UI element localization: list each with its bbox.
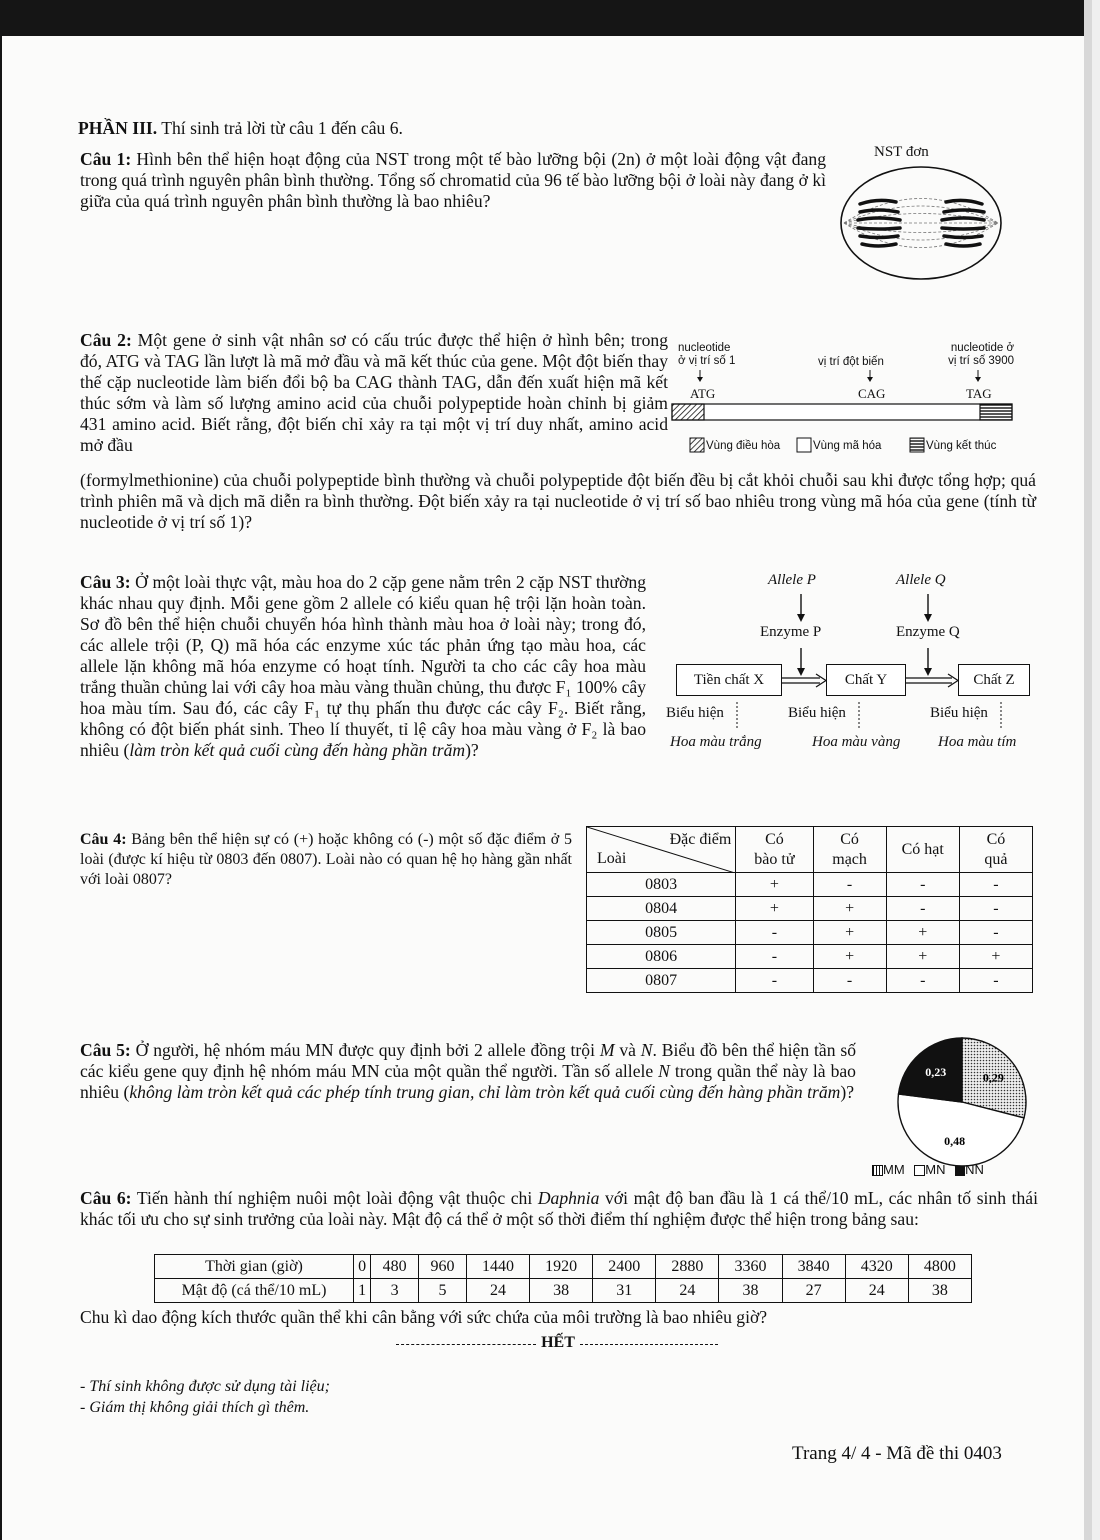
codon-end: TAG bbox=[966, 386, 992, 401]
density-cell: 3 bbox=[371, 1279, 419, 1303]
question-6-question: Chu kì dao động kích thước quần thể khi cân bằng với sức chứa của môi trường là bao nhiêu giờ? bbox=[80, 1307, 768, 1327]
table-row bbox=[155, 1255, 972, 1279]
legend-mm: MM bbox=[883, 1162, 905, 1177]
end-position-label bbox=[938, 342, 1014, 368]
header-spore: Có bào tử bbox=[736, 827, 813, 873]
substance-z-box: Chất Z bbox=[958, 664, 1030, 696]
time-cell: 1920 bbox=[530, 1255, 593, 1279]
part-header-rest: Thí sinh trả lời từ câu 1 đến câu 6. bbox=[157, 118, 403, 138]
expression-label-y: Biểu hiện bbox=[788, 705, 846, 721]
legend-mn: MN bbox=[925, 1162, 946, 1177]
expression-label-x: Biểu hiện bbox=[666, 705, 724, 721]
exam-page bbox=[2, 36, 1084, 1540]
enzyme-q-label: Enzyme Q bbox=[896, 624, 960, 640]
density-cell: 5 bbox=[419, 1279, 467, 1303]
time-cell: 480 bbox=[371, 1255, 419, 1279]
question-4 bbox=[80, 830, 572, 890]
traits-table-corner bbox=[587, 827, 736, 873]
species-cell: 0803 bbox=[587, 873, 736, 897]
density-cell: 31 bbox=[593, 1279, 656, 1303]
density-cell: 38 bbox=[908, 1279, 971, 1303]
time-cell: 4800 bbox=[908, 1255, 971, 1279]
species-cell: 0805 bbox=[587, 921, 736, 945]
note-2: - Giám thị không giải thích gì thêm. bbox=[80, 1399, 310, 1416]
start-position-line2: ở vị trí số 1 bbox=[678, 355, 736, 367]
time-cell: 3360 bbox=[719, 1255, 782, 1279]
page-edge-highlight bbox=[1092, 0, 1100, 1540]
corner-top-label: Đặc điểm bbox=[669, 831, 732, 848]
yellow-flower-label: Hoa màu vàng bbox=[812, 734, 901, 750]
expression-label-z: Biểu hiện bbox=[930, 705, 988, 721]
allele-n-2: N bbox=[658, 1061, 670, 1081]
question-2 bbox=[80, 330, 668, 456]
time-cell: 0 bbox=[354, 1255, 371, 1279]
trait-cell: + bbox=[736, 873, 813, 897]
time-cell: 3840 bbox=[782, 1255, 845, 1279]
table-row bbox=[587, 969, 1033, 993]
question-2-label: Câu 2: bbox=[80, 330, 132, 350]
time-cell: 2880 bbox=[656, 1255, 719, 1279]
question-1 bbox=[80, 149, 826, 212]
time-cell: 960 bbox=[419, 1255, 467, 1279]
question-2-continued: (formylmethionine) của chuỗi polypeptide bình thường và chuỗi polypeptide đột biến đều bị cắt khỏi chuỗi sau khi được tổng hợp; quá trình phiên mã và dịch mã diễn ra bình thường. Đột biến xảy ra tại nucleotide ở vị trí số bao nhiêu trong vùng mã hóa của gene (tính từ nucleotide ở vị trí số 1)? bbox=[80, 470, 1036, 532]
white-flower-label: Hoa màu trắng bbox=[670, 734, 762, 750]
question-5-note: không làm tròn kết quả các phép tính trung gian, chỉ làm tròn kết quả cuối cùng đến hàng phần trăm bbox=[129, 1082, 841, 1102]
part-header bbox=[78, 118, 978, 139]
legend-termination: Vùng kết thúc bbox=[926, 440, 997, 452]
genus-name: Daphnia bbox=[537, 1188, 600, 1208]
trait-cell: - bbox=[959, 969, 1032, 993]
trait-cell: + bbox=[813, 945, 886, 969]
figure-1-label: NST đơn bbox=[874, 144, 929, 160]
question-5-text-pre: Ở người, hệ nhóm máu MN được quy định bởi 2 allele đồng trội bbox=[130, 1040, 600, 1060]
table-row bbox=[587, 897, 1033, 921]
legend-mm-swatch-icon bbox=[872, 1165, 883, 1176]
question-4-label: Câu 4: bbox=[80, 831, 127, 848]
question-5-label: Câu 5: bbox=[80, 1040, 131, 1060]
trait-cell: + bbox=[813, 897, 886, 921]
question-5-tail: )? bbox=[840, 1082, 855, 1102]
corner-bottom-label: Loài bbox=[597, 850, 627, 867]
enzyme-p-label: Enzyme P bbox=[760, 624, 822, 640]
trait-cell: - bbox=[736, 921, 813, 945]
trait-cell: + bbox=[813, 921, 886, 945]
pathway-diagram bbox=[656, 568, 1046, 758]
trait-cell: - bbox=[886, 897, 959, 921]
table-row bbox=[587, 921, 1033, 945]
density-cell: 24 bbox=[466, 1279, 529, 1303]
notes bbox=[80, 1376, 330, 1418]
trait-cell: - bbox=[813, 969, 886, 993]
legend-nn: NN bbox=[965, 1162, 984, 1177]
end-mark: HẾT bbox=[541, 1334, 575, 1351]
pie-label-mm: 0,29 bbox=[982, 1070, 1004, 1085]
species-cell: 0804 bbox=[587, 897, 736, 921]
question-3-note: làm tròn kết quả cuối cùng đến hàng phần trăm bbox=[129, 740, 466, 760]
header-vascular: Có mạch bbox=[813, 827, 886, 873]
legend-regulatory: Vùng điều hòa bbox=[706, 440, 781, 452]
end-dash-right bbox=[580, 1344, 718, 1345]
part-header-bold: PHẦN III. bbox=[78, 118, 158, 138]
density-cell: 38 bbox=[530, 1279, 593, 1303]
start-position-label bbox=[678, 342, 735, 368]
trait-cell: - bbox=[736, 945, 813, 969]
trait-cell: - bbox=[736, 969, 813, 993]
question-3-label: Câu 3: bbox=[80, 572, 131, 592]
trait-cell: + bbox=[959, 945, 1032, 969]
purple-flower-label: Hoa màu tím bbox=[938, 734, 1017, 750]
question-6-text-post: với mật độ ban đầu là 1 cá thể/10 mL, các nhân tố sinh thái khác tối ưu cho sự sinh trưởng của loài này. Mật độ cá thể ở một số thời điểm thí nghiệm được thể hiện trong bảng sau: bbox=[80, 1188, 1038, 1229]
page-footer: Trang 4/ 4 - Mã đề thi 0403 bbox=[792, 1443, 1002, 1464]
density-row-label: Mật độ (cá thể/10 mL) bbox=[155, 1279, 354, 1303]
density-cell: 38 bbox=[719, 1279, 782, 1303]
question-5 bbox=[80, 1040, 856, 1103]
pie-legend bbox=[872, 1162, 984, 1177]
question-3-text: Ở một loài thực vật, màu hoa do 2 cặp gene nằm trên 2 cặp NST thường khác nhau quy định. Mỗi gene gồm 2 allele có kiểu quan hệ trội lặn hoàn toàn. Sơ đồ bên thể hiện chuỗi chuyển hóa hình thành màu hoa ở loài này; trong đó, các allele trội (P, Q) mã hóa các enzyme xúc tác phản ứng tạo màu hoa, các allele lặn không mã hóa enzyme có hoạt tính. Người ta cho các cây hoa màu trắng thuần chủng lai với cây hoa màu vàng thuần chủng, thu được F₁ 100% cây hoa màu tím. Sau đó, các cây F₁ tự thụ phấn thu được các cây F₂. Biết rằng, không có đột biến phát sinh. Theo lí thuyết, tỉ lệ cây hoa màu vàng ở F₂ là bao nhiêu ( bbox=[80, 572, 646, 760]
gene-structure-figure bbox=[670, 336, 1030, 461]
end-dash-left bbox=[396, 1344, 536, 1345]
question-1-label: Câu 1: bbox=[80, 149, 132, 169]
density-cell: 24 bbox=[656, 1279, 719, 1303]
trait-cell: - bbox=[959, 873, 1032, 897]
time-cell: 4320 bbox=[845, 1255, 908, 1279]
question-3 bbox=[80, 572, 646, 761]
substance-y-box: Chất Y bbox=[826, 664, 906, 696]
allele-q-label: Allele Q bbox=[896, 572, 946, 588]
table-row bbox=[587, 873, 1033, 897]
question-6 bbox=[80, 1188, 1038, 1230]
allele-m: M bbox=[599, 1040, 615, 1060]
density-table bbox=[154, 1254, 972, 1303]
codon-mutation: CAG bbox=[858, 386, 886, 401]
trait-cell: + bbox=[886, 945, 959, 969]
question-5-text-post: trong quần thể này là bao nhiêu ( bbox=[80, 1061, 856, 1102]
question-6-label: Câu 6: bbox=[80, 1188, 132, 1208]
question-2-text-wrap: Một gene ở sinh vật nhân sơ có cấu trúc được thể hiện ở hình bên; trong đó, ATG và TAG lần lượt là mã mở đầu và mã kết thúc của gene. Một đột biến thay thế cặp nucleotide làm biến đổi bộ ba CAG thành TAG, dẫn đến xuất hiện mã kết thúc sớm và làm số lượng amino acid của chuỗi polypeptide hoàn chỉnh bị giảm 431 amino acid. Biết rằng, đột biến chỉ xảy ra tại một vị trí duy nhất, amino acid mở đầu bbox=[80, 330, 669, 455]
legend-nn-swatch-icon bbox=[955, 1166, 965, 1176]
substance-x-box: Tiền chất X bbox=[676, 664, 782, 696]
trait-cell: - bbox=[813, 873, 886, 897]
question-1-text: Hình bên thể hiện hoạt động của NST trong một tế bào lưỡng bội (2n) ở một loài động vật đang trong quá trình nguyên phân bình thường. Tổng số chromatid của 96 tế bào lưỡng bội ở loài này đang ở kì giữa của quá trình nguyên phân bình thường là bao nhiêu? bbox=[80, 149, 827, 211]
end-mark-row bbox=[396, 1334, 718, 1354]
note-1: - Thí sinh không được sử dụng tài liệu; bbox=[80, 1378, 330, 1395]
pathway-arrows bbox=[656, 568, 1046, 758]
trait-cell: - bbox=[886, 873, 959, 897]
question-4-text: Bảng bên thể hiện sự có (+) hoặc không có (-) một số đặc điểm ở 5 loài (được kí hiệu từ 0803 đến 0807). Loài nào có quan hệ họ hàng gần nhất với loài 0807? bbox=[80, 831, 572, 888]
time-row-label: Thời gian (giờ) bbox=[155, 1255, 354, 1279]
question-3-tail: )? bbox=[465, 740, 479, 760]
question-6-text-pre: Tiến hành thí nghiệm nuôi một loài động vật thuộc chi bbox=[131, 1188, 538, 1208]
mitosis-cell-figure bbox=[838, 164, 1004, 282]
density-cell: 27 bbox=[782, 1279, 845, 1303]
density-cell: 1 bbox=[354, 1279, 371, 1303]
table-row bbox=[587, 945, 1033, 969]
start-position-line1: nucleotide bbox=[678, 342, 731, 354]
trait-cell: + bbox=[736, 897, 813, 921]
species-cell: 0807 bbox=[587, 969, 736, 993]
allele-n: N bbox=[640, 1040, 653, 1060]
table-row bbox=[155, 1279, 972, 1303]
end-position-line2: vị trí số 3900 bbox=[948, 355, 1014, 367]
allele-p-label: Allele P bbox=[768, 572, 816, 588]
trait-cell: - bbox=[959, 897, 1032, 921]
end-position-line1: nucleotide ở bbox=[950, 342, 1014, 354]
trait-cell: - bbox=[959, 921, 1032, 945]
time-cell: 2400 bbox=[593, 1255, 656, 1279]
header-fruit: Có quả bbox=[959, 827, 1032, 873]
codon-start: ATG bbox=[690, 386, 716, 401]
legend-mn-swatch-icon bbox=[914, 1165, 925, 1176]
species-cell: 0806 bbox=[587, 945, 736, 969]
pie-label-mn: 0,48 bbox=[944, 1133, 966, 1148]
mutation-position-label: vị trí đột biến bbox=[818, 356, 884, 368]
genotype-pie-chart bbox=[892, 1032, 1032, 1168]
legend-coding: Vùng mã hóa bbox=[813, 440, 882, 452]
traits-table bbox=[586, 826, 1033, 993]
density-cell: 24 bbox=[845, 1279, 908, 1303]
header-seed: Có hạt bbox=[886, 827, 959, 873]
question-5-and: và bbox=[614, 1040, 641, 1060]
time-cell: 1440 bbox=[466, 1255, 529, 1279]
question-5-text-mid: . Biểu đồ bên thể hiện tần số các kiểu gene quy định hệ nhóm máu MN của một quần thể người. Tần số allele bbox=[80, 1040, 856, 1081]
trait-cell: + bbox=[886, 921, 959, 945]
pie-label-nn: 0,23 bbox=[925, 1065, 947, 1080]
trait-cell: - bbox=[886, 969, 959, 993]
